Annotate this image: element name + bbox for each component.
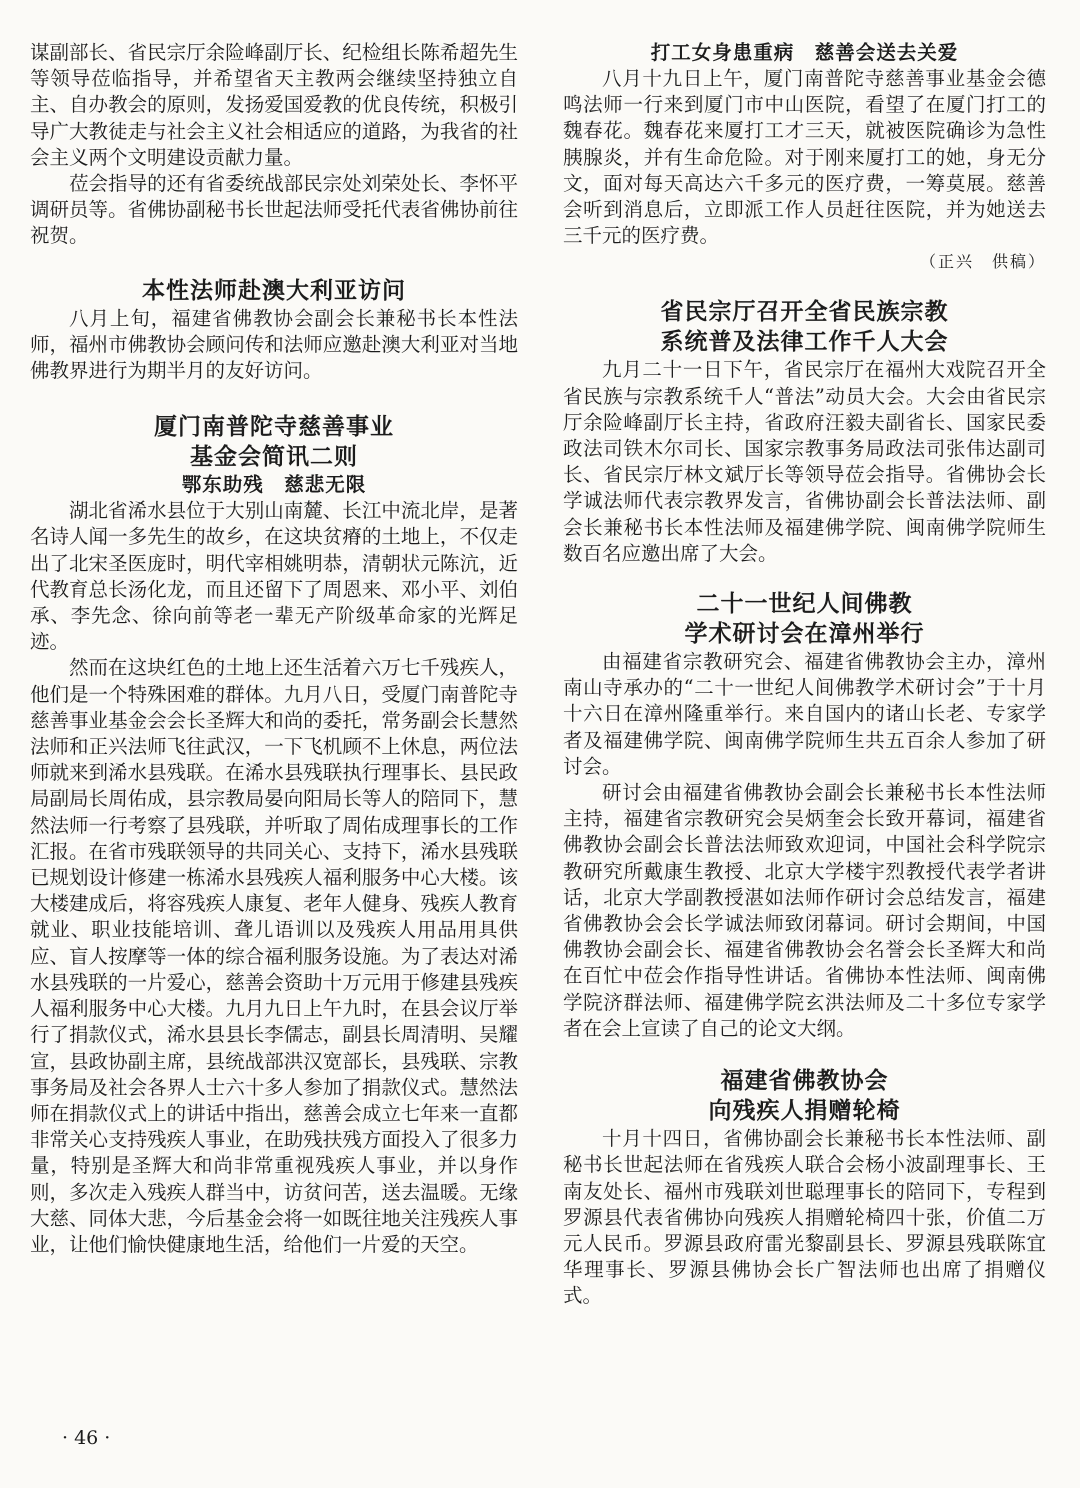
left-column <box>30 40 518 1258</box>
article-body: 十月十四日，省佛协副会长兼秘书长本性法师、副秘书长世起法师在省残疾人联合会杨小波副理事长、王南友处长、福州市残联刘世聪理事长的陪同下，专程到罗源县代表省佛协向残疾人捐赠轮椅四十张，价值二万元人民币。罗源县政府雷光黎副县长、罗源县残联陈宜华理事长、罗源县佛协会长广智法师也出席了捐赠仪式。 <box>563 1127 1046 1308</box>
article-title-australia-visit: 本性法师赴澳大利亚访问 <box>142 277 406 304</box>
article-body: 九月二十一日下午，省民宗厅在福州大戏院召开全省民族与宗教系统千人“普法”动员大会。大会由省民宗厅余险峰副厅长主持，省政府汪毅夫副省长、国家民委政法司铁木尔司长、国家宗教事务局政法司张伟达副司长、省民宗厅林文斌厅长等领导莅会指导。省佛协会长学诚法师代表宗教界发言，省佛协副会长普法法师、副会长兼秘书长本性法师及福建佛学院、闽南佛学院师生数百名应邀出席了大会。 <box>563 358 1046 565</box>
article-subtitle-worker: 打工女身患重病 慈善会送去关爱 <box>650 41 959 64</box>
article-title-seminar-line2: 学术研讨会在漳州举行 <box>684 621 925 648</box>
page-number: · 46 · <box>62 1427 111 1449</box>
article-body: 由福建省宗教研究会、福建省佛教协会主办，漳州南山寺承办的“二十一世纪人间佛教学术研讨会”于十月十六日在漳州隆重举行。来自国内的诸山长老、专家学者及福建佛学院、闽南佛学院师生共五百余人参加了研讨会。 <box>563 650 1046 778</box>
article-body: 八月十九日上午，厦门南普陀寺慈善事业基金会德鸣法师一行来到厦门市中山医院，看望了在厦门打工的魏春花。魏春花来厦打工才三天，就被医院确诊为急性胰腺炎，并有生命危险。对于刚来厦打工的她，身无分文，面对每天高达六千多元的医疗费，一筹莫展。慈善会听到消息后，立即派工作人员赶往医院，并为她送去三千元的医疗费。 <box>563 67 1046 248</box>
article-body: 八月上旬，福建省佛教协会副会长兼秘书长本性法师，福州市佛教协会顾问传和法师应邀赴澳大利亚对当地佛教界进行为期半月的友好访问。 <box>30 306 518 383</box>
article-credit: （正兴 供稿） <box>919 252 1046 272</box>
article-title-wheelchair-line1: 福建省佛教协会 <box>720 1068 889 1095</box>
article-title-wheelchair-line2: 向残疾人捐赠轮椅 <box>708 1098 901 1125</box>
article-title-seminar-line1: 二十一世纪人间佛教 <box>696 591 913 618</box>
article-body: 研讨会由福建省佛教协会副会长兼秘书长本性法师主持，福建省宗教研究会吴炳奎会长致开幕词，福建省佛教协会副会长普法法师致欢迎词，中国社会科学院宗教研究所戴康生教授、北京大学楼宇烈教授代表学者讲话，北京大学副教授湛如法师作研讨会总结发言，福建省佛教协会会长学诚法师致闭幕词。研讨会期间，中国佛教协会副会长、福建省佛教协会名誉会长圣辉大和尚在百忙中莅会作指导性讲话。省佛协本性法师、闽南佛学院济群法师、福建佛学院玄洪法师及二十多位专家学者在会上宣读了自己的论文大纲。 <box>563 781 1046 1040</box>
article-subtitle-edong: 鄂东助残 慈悲无限 <box>181 473 367 497</box>
article-body: 然而在这块红色的土地上还生活着六万七千残疾人，他们是一个特殊困难的群体。九月八日，受厦门南普陀寺慈善事业基金会会长圣辉大和尚的委托，常务副会长慧然法师和正兴法师飞往武汉，一下飞机顾不上休息，两位法师就来到浠水县残联。在浠水县残联执行理事长、县民政局副局长周佑成，县宗教局晏向阳局长等人的陪同下，慧然法师一行考察了县残联，并听取了周佑成理事长的工作汇报。在省市残联领导的共同关心、支持下，浠水县残联已规划设计修建一栋浠水县残疾人福利服务中心大楼。该大楼建成后，将容残疾人康复、老年人健身、残疾人教育就业、职业技能培训、聋儿语训以及残疾人用品用具供应、盲人按摩等一体的综合福利服务设施。为了表达对浠水县残联的一片爱心，慈善会资助十万元用于修建县残疾人福利服务中心大楼。九月九日上午九时，在县会议厅举行了捐款仪式，浠水县县长李儒志，副县长周清明、吴耀宣，县政协副主席，县统战部洪汉宽部长，县残联、宗教事务局及社会各界人士六十多人参加了捐款仪式。慧然法师在捐款仪式上的讲话中指出，慈善会成立七年来一直都非常关心支持残疾人事业，在助残扶残方面投入了很多力量，特别是圣辉大和尚非常重视残疾人事业，并以身作则，多次走入残疾人群当中，访贫问苦，送去温暖。无缘大慈、同体大悲，今后基金会将一如既往地关注残疾人事业，让他们愉快健康地生活，给他们一片爱的天空。 <box>30 656 518 1256</box>
article-title-foundation-line1: 厦门南普陀寺慈善事业 <box>154 414 394 441</box>
article-body: 湖北省浠水县位于大别山南麓、长江中流北岸，是著名诗人闻一多先生的故乡，在这块贫瘠的土地上，不仅走出了北宋圣医庞时，明代宰相姚明恭，清朝状元陈沆，近代教育总长汤化龙，而且还留下了周恩来、邓小平、刘伯承、李先念、徐向前等老一辈无产阶级革命家的光辉足迹。 <box>30 499 518 654</box>
right-column <box>563 40 1046 1310</box>
continued-paragraph: 谋副部长、省民宗厅余险峰副厅长、纪检组长陈希超先生等领导莅临指导，并希望省天主教两会继续坚持独立自主、自办教会的原则，发扬爱国爱教的优良传统，积极引导广大教徒走与社会主义社会相适应的道路，为我省的社会主义两个文明建设贡献力量。 <box>30 41 518 169</box>
article-title-law-line1: 省民宗厅召开全省民族宗教 <box>660 299 949 326</box>
article-title-foundation-line2: 基金会简讯二则 <box>190 444 358 471</box>
continued-paragraph-2: 莅会指导的还有省委统战部民宗处刘荣处长、李怀平调研员等。省佛协副秘书长世起法师受托代表省佛协前往祝贺。 <box>30 172 518 248</box>
article-title-law-line2: 系统普及法律工作千人大会 <box>660 329 949 356</box>
